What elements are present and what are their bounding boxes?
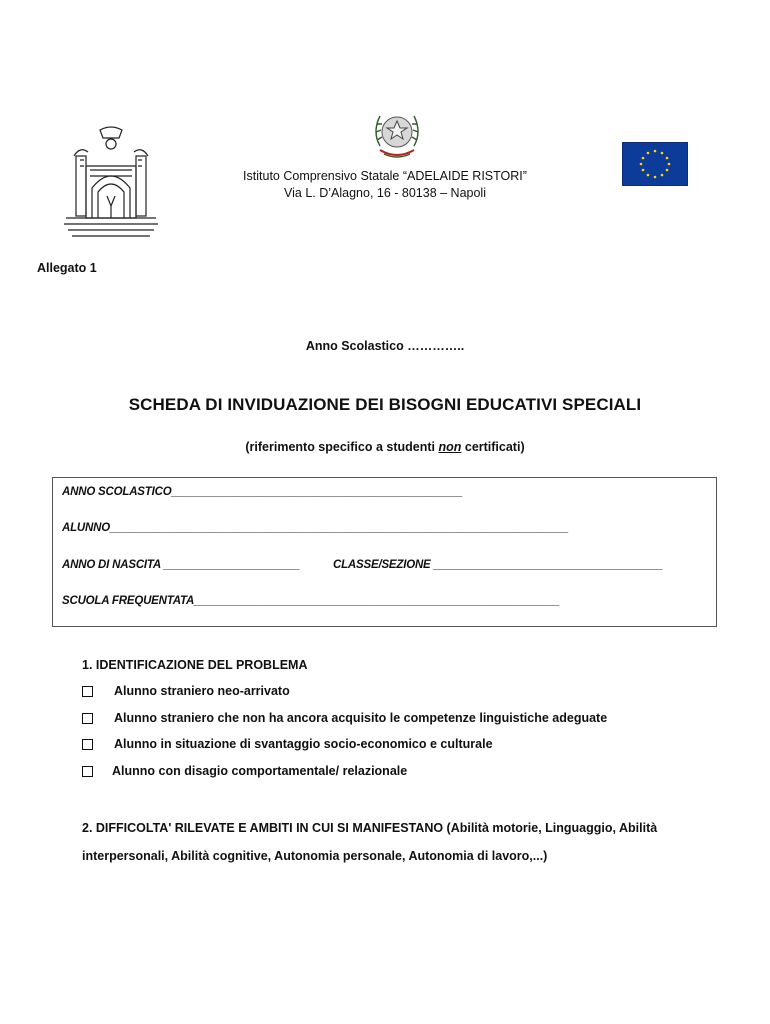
option-row[interactable] [82,764,407,778]
allegato-label: Allegato 1 [37,261,97,275]
option-label: Alunno con disagio comportamentale/ relazionale [112,764,408,778]
school-address: Via L. D’Alagno, 16 - 80138 – Napoli [284,186,486,200]
option-row[interactable] [82,684,290,698]
option-row[interactable] [82,737,493,751]
subtitle-before: (riferimento specifico a studenti [245,440,439,454]
field-anno-scolastico[interactable]: ANNO SCOLASTICO_______________________________________________ [62,486,463,498]
checkbox[interactable] [82,766,93,777]
student-info-box [52,477,717,627]
section2-title: 2. DIFFICOLTA' RILEVATE E AMBITI IN CUI SI MANIFESTANO (Abilità motorie, Linguaggio, Abilità interpersonali, Abilità cognitive, Autonomia personale, Autonomia di lavoro,...) [82,821,658,863]
page-subtitle [0,440,770,454]
field-classe-sezione[interactable]: CLASSE/SEZIONE _____________________________________ [333,559,663,571]
subtitle-emphasis: non [438,440,462,454]
option-label: Alunno in situazione di svantaggio socio-economico e culturale [114,737,493,751]
checkbox[interactable] [82,713,93,724]
checkbox[interactable] [82,739,93,750]
school-logo [62,126,160,240]
option-row[interactable] [82,711,607,725]
subtitle-after: certificati) [461,440,525,454]
field-anno-nascita[interactable]: ANNO DI NASCITA ______________________ [62,559,300,571]
eu-flag [622,142,688,186]
school-name: Istituto Comprensivo Statale “ADELAIDE RISTORI” [243,169,527,183]
checkbox[interactable] [82,686,93,697]
page-title: SCHEDA DI INVIDUAZIONE DEI BISOGNI EDUCATIVI SPECIALI [128,395,642,414]
school-header [200,168,570,202]
field-alunno[interactable]: ALUNNO__________________________________________________________________________ [62,522,569,534]
eu-stars [640,150,671,179]
section1-title: 1. IDENTIFICAZIONE DEL PROBLEMA [82,658,308,672]
option-label: Alunno straniero che non ha ancora acquisito le competenze linguistiche adeguate [114,711,608,725]
option-label: Alunno straniero neo-arrivato [114,684,290,698]
field-scuola-frequentata[interactable]: SCUOLA FREQUENTATA___________________________________________________________ [62,595,560,607]
anno-scolastico-heading: Anno Scolastico ………….. [305,339,465,353]
italian-republic-emblem [370,106,424,162]
